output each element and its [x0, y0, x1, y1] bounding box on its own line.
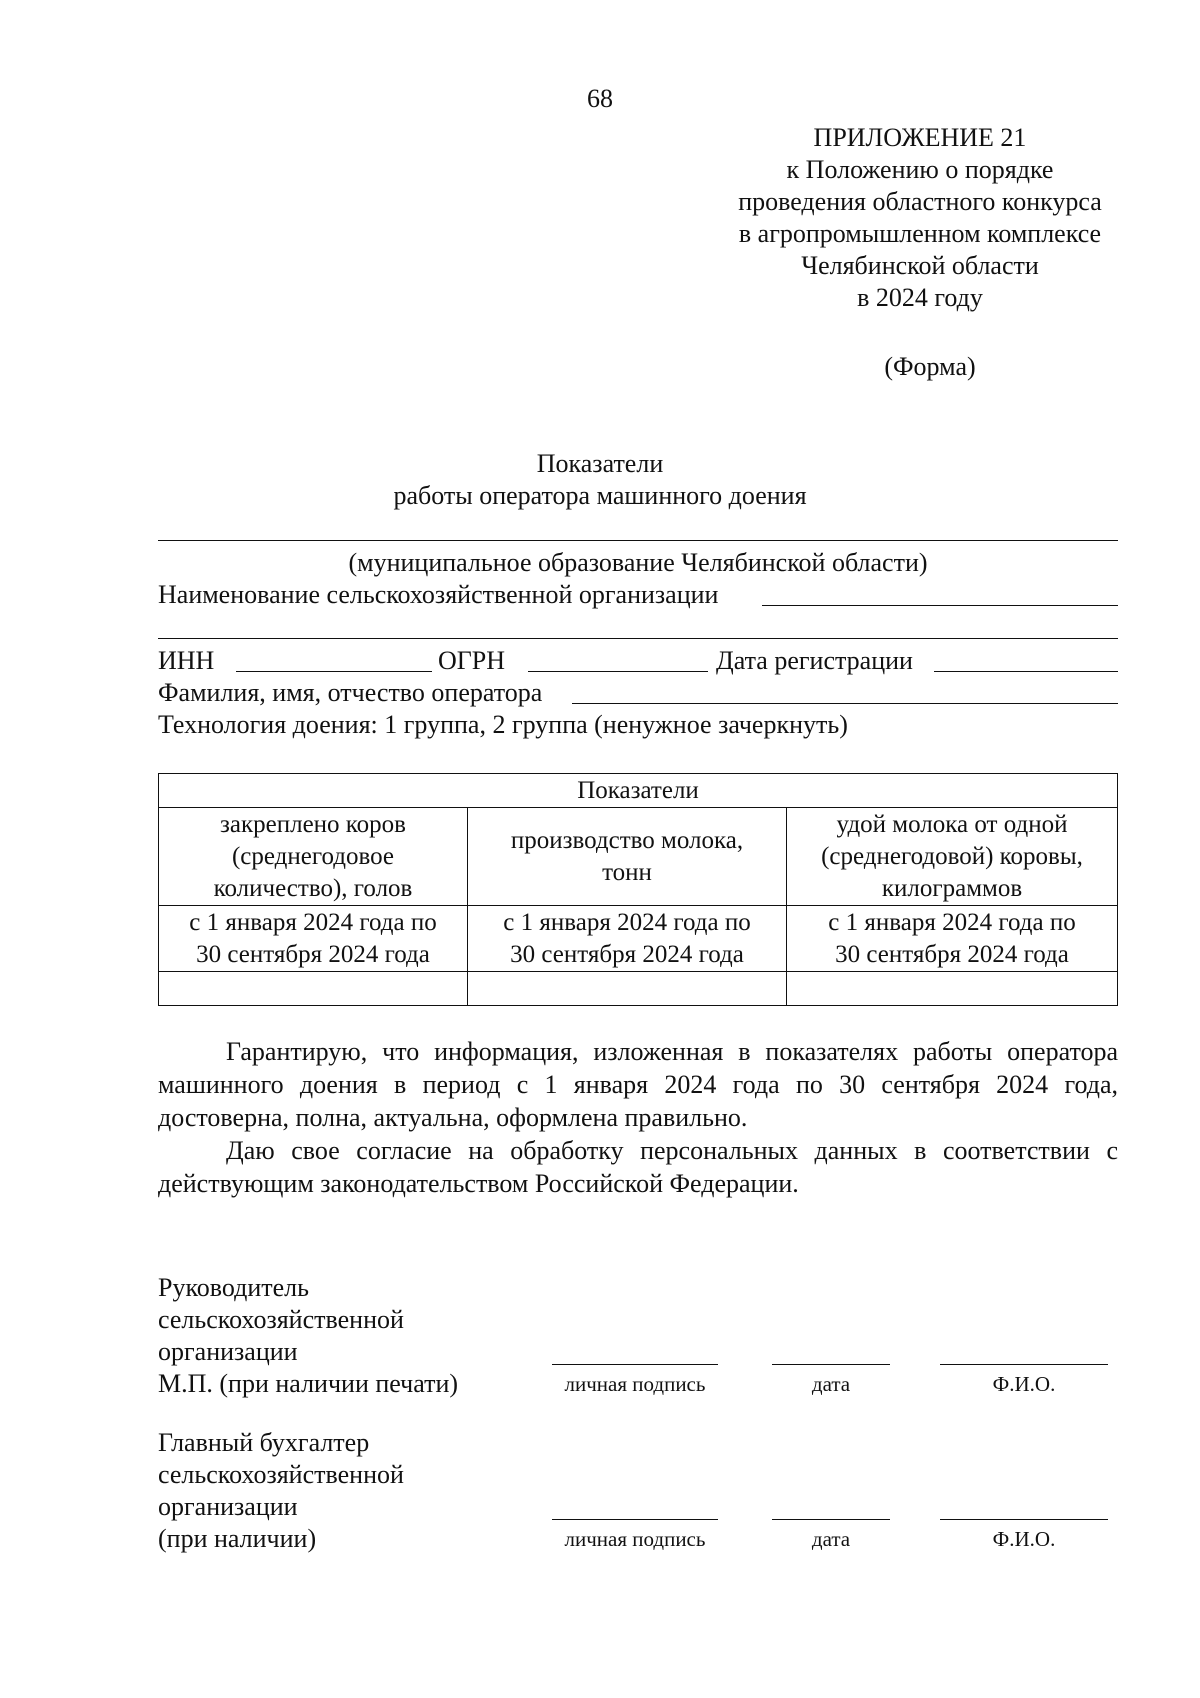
reg-date-label: Дата регистрации	[716, 646, 913, 675]
municipality-caption: (муниципальное образование Челябинской области)	[348, 548, 928, 577]
form-note: (Форма)	[884, 352, 976, 381]
signatory-line: сельскохозяйственной	[158, 1460, 404, 1489]
table-header: Показатели	[159, 774, 1118, 808]
table-period-row	[159, 906, 1118, 972]
cell-line: производство молока,	[510, 826, 744, 854]
cell-line: тонн	[602, 858, 652, 886]
inn-label: ИНН	[158, 646, 215, 675]
accountant-signature-blank[interactable]	[552, 1519, 718, 1520]
signatory-line: (при наличии)	[158, 1524, 317, 1553]
accountant-signature-block	[158, 1427, 404, 1555]
cell-line: с 1 января 2024 года по	[189, 908, 437, 936]
appendix-line: в агропромышленном комплексе	[738, 219, 1102, 248]
appendix-line: проведения областного конкурса	[738, 187, 1102, 216]
table-value-row	[159, 972, 1118, 1006]
head-name-blank[interactable]	[940, 1364, 1108, 1365]
table-header-row	[159, 774, 1118, 808]
cell-line: с 1 января 2024 года по	[503, 908, 751, 936]
org-name-label: Наименование сельскохозяйственной организации	[158, 580, 719, 609]
head-signature-block	[158, 1272, 458, 1400]
operator-blank[interactable]	[572, 703, 1118, 704]
column-milk-production	[468, 808, 787, 906]
page-number: 68	[587, 84, 613, 113]
cell-line: закреплено коров	[220, 810, 406, 838]
cell-line: (среднегодовой) коровы,	[821, 842, 1083, 870]
period-cell	[787, 906, 1118, 972]
inn-blank[interactable]	[236, 671, 432, 672]
ogrn-blank[interactable]	[528, 671, 708, 672]
value-cell-cows[interactable]	[159, 972, 468, 1006]
appendix-line: в 2024 году	[857, 283, 983, 312]
guarantee-paragraph	[158, 1035, 1118, 1134]
accountant-date-blank[interactable]	[772, 1519, 890, 1520]
signatory-line: организации	[158, 1337, 298, 1366]
cell-line: килограммов	[881, 874, 1023, 902]
appendix-line: к Положению о порядке	[786, 155, 1054, 184]
signatory-line: М.П. (при наличии печати)	[158, 1369, 459, 1398]
guarantee-text: Гарантирую, что информация, изложенная в показателях работы оператора машинного доения в период с 1 января 2024 года по 30 сентября 2024 года, достоверна, полна, актуальна, оформлена правильно.	[158, 1037, 1118, 1132]
column-milk-yield	[787, 808, 1118, 906]
signatory-line: сельскохозяйственной	[158, 1305, 404, 1334]
head-date-blank[interactable]	[772, 1364, 890, 1365]
appendix-title: ПРИЛОЖЕНИЕ 21	[813, 123, 1027, 152]
cell-line: удой молока от одной	[836, 810, 1068, 838]
column-cows	[159, 808, 468, 906]
appendix-line: Челябинской области	[801, 251, 1039, 280]
consent-text: Даю свое согласие на обработку персональных данных в соответствии с действующим законодательством Российской Федерации.	[158, 1136, 1118, 1198]
signatory-line: организации	[158, 1492, 298, 1521]
signature-caption: личная подпись	[564, 1527, 706, 1551]
document-title	[0, 448, 1200, 512]
signature-caption: личная подпись	[564, 1372, 706, 1396]
title-line-1: Показатели	[536, 449, 664, 478]
municipality-blank-line[interactable]	[158, 540, 1118, 541]
signatory-line: Руководитель	[158, 1273, 309, 1302]
reg-date-blank[interactable]	[934, 671, 1118, 672]
cell-line: количество), голов	[213, 874, 413, 902]
cell-line: с 1 января 2024 года по	[828, 908, 1076, 936]
cell-line: 30 сентября 2024 года	[510, 940, 744, 968]
org-name-blank[interactable]	[762, 605, 1118, 606]
value-cell-yield[interactable]	[787, 972, 1118, 1006]
name-caption: Ф.И.О.	[992, 1527, 1056, 1551]
operator-label: Фамилия, имя, отчество оператора	[158, 678, 543, 707]
indicators-table	[158, 773, 1118, 1006]
date-caption: дата	[811, 1527, 851, 1551]
technology-text: Технология доения: 1 группа, 2 группа (ненужное зачеркнуть)	[158, 710, 848, 739]
consent-paragraph	[158, 1134, 1118, 1200]
appendix-header	[660, 122, 1180, 314]
period-cell	[468, 906, 787, 972]
period-cell	[159, 906, 468, 972]
ogrn-label: ОГРН	[438, 646, 506, 675]
cell-line: 30 сентября 2024 года	[835, 940, 1069, 968]
accountant-name-blank[interactable]	[940, 1519, 1108, 1520]
name-caption: Ф.И.О.	[992, 1372, 1056, 1396]
table-columns-row	[159, 808, 1118, 906]
title-line-2: работы оператора машинного доения	[393, 481, 807, 510]
cell-line: (среднегодовое	[231, 842, 395, 870]
org-name-blank-continued[interactable]	[158, 638, 1118, 639]
signatory-line: Главный бухгалтер	[158, 1428, 370, 1457]
head-signature-blank[interactable]	[552, 1364, 718, 1365]
date-caption: дата	[811, 1372, 851, 1396]
value-cell-milk[interactable]	[468, 972, 787, 1006]
cell-line: 30 сентября 2024 года	[196, 940, 430, 968]
